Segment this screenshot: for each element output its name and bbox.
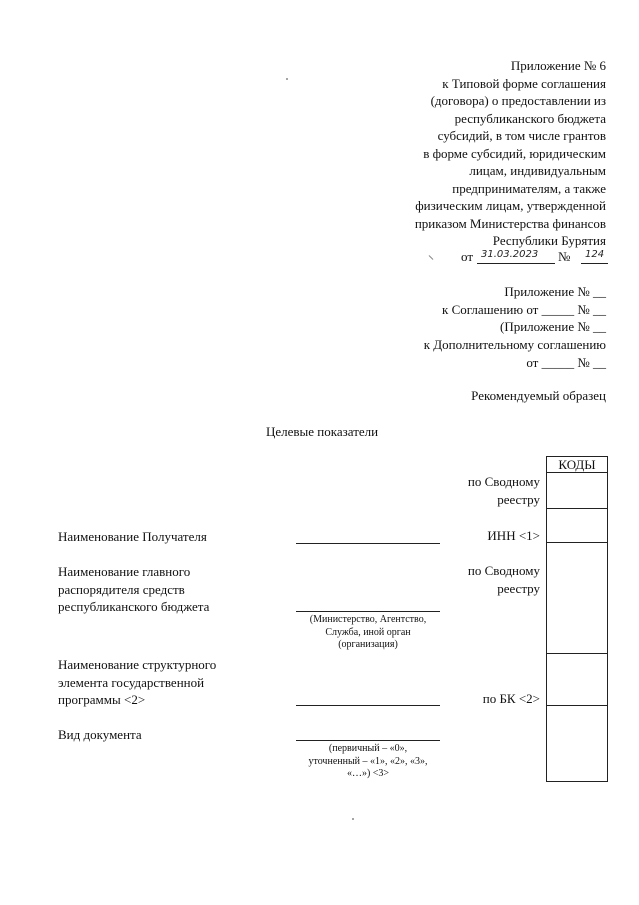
code-label-line: по Сводному bbox=[467, 563, 540, 578]
manager-hint-line: (организация) bbox=[338, 639, 398, 650]
scan-speck bbox=[352, 818, 354, 820]
code-label-line: реестру bbox=[497, 491, 540, 507]
manager-label bbox=[58, 563, 209, 616]
appendix-line: Приложение № 6 bbox=[510, 58, 606, 73]
appendix-line: приказом Министерства финансов bbox=[414, 215, 606, 231]
document-title: Целевые показатели bbox=[266, 424, 379, 439]
manager-label-line: распорядителя средств bbox=[58, 581, 185, 597]
element-line bbox=[296, 705, 440, 706]
code-label-line: по Сводному bbox=[467, 474, 540, 489]
agreement-line: к Дополнительному соглашению bbox=[423, 337, 606, 353]
recipient-line bbox=[296, 543, 440, 544]
code-label-registry-1 bbox=[468, 473, 540, 508]
agreement-appendix bbox=[424, 283, 606, 372]
order-date-prefix: от bbox=[461, 249, 474, 264]
codes-divider bbox=[547, 653, 607, 654]
recipient-label: Наименование Получателя bbox=[58, 529, 207, 544]
appendix-line: (договора) о предоставлении из bbox=[430, 93, 606, 108]
codes-divider bbox=[547, 705, 607, 706]
appendix-line: лицам, индивидуальным bbox=[469, 163, 606, 178]
code-label-bk: по БК <2> bbox=[482, 691, 540, 706]
manager-hint-line: (Министерство, Агентство, bbox=[309, 614, 427, 625]
appendix-line: субсидий, в том числе грантов bbox=[437, 128, 606, 143]
appendix-header bbox=[415, 57, 606, 250]
element-label-line: Наименование структурного bbox=[58, 657, 217, 672]
agreement-line: к Соглашению от _____ № __ bbox=[442, 301, 606, 317]
codes-divider bbox=[547, 508, 607, 509]
doc-type-hint bbox=[288, 743, 448, 781]
date-underline bbox=[477, 263, 555, 264]
doc-type-label: Вид документа bbox=[58, 727, 142, 742]
order-number-handwritten: 124 bbox=[585, 249, 605, 260]
appendix-line: физическим лицам, утвержденной bbox=[415, 198, 606, 213]
doc-type-hint-line: (первичный – «0», bbox=[328, 743, 408, 754]
codes-column bbox=[546, 456, 608, 782]
order-date-handwritten: 31.03.2023 bbox=[481, 249, 539, 260]
agreement-line: от _____ № __ bbox=[526, 354, 606, 370]
code-label-inn: ИНН <1> bbox=[487, 528, 540, 543]
code-label-line: реестру bbox=[497, 580, 540, 596]
agreement-line: (Приложение № __ bbox=[499, 319, 606, 335]
codes-divider bbox=[547, 542, 607, 543]
element-label bbox=[58, 656, 216, 709]
stray-mark bbox=[429, 255, 434, 260]
order-number-label: № bbox=[558, 249, 571, 264]
recommended-sample: Рекомендуемый образец bbox=[471, 388, 606, 403]
appendix-line: к Типовой форме соглашения bbox=[442, 75, 606, 91]
agreement-line: Приложение № __ bbox=[504, 284, 606, 299]
doc-type-line bbox=[296, 740, 440, 741]
scan-speck bbox=[286, 78, 288, 80]
appendix-line: Республики Бурятия bbox=[492, 233, 606, 248]
manager-label-line: Наименование главного bbox=[58, 564, 191, 579]
codes-divider bbox=[547, 472, 607, 473]
manager-hint bbox=[296, 614, 440, 652]
doc-type-hint-line: «…») <3> bbox=[346, 768, 390, 779]
appendix-line: в форме субсидий, юридическим bbox=[423, 145, 606, 161]
element-label-line: элемента государственной bbox=[58, 674, 205, 690]
appendix-line: предпринимателям, а также bbox=[452, 180, 606, 196]
manager-label-line: республиканского бюджета bbox=[58, 599, 210, 614]
manager-line bbox=[296, 611, 440, 612]
manager-hint-line: Служба, иной орган bbox=[325, 626, 411, 638]
number-underline bbox=[581, 263, 608, 264]
codes-header: КОДЫ bbox=[558, 457, 596, 472]
element-label-line: программы <2> bbox=[58, 692, 146, 707]
appendix-line: республиканского бюджета bbox=[454, 110, 606, 126]
code-label-registry-2 bbox=[468, 562, 540, 597]
doc-type-hint-line: уточненный – «1», «2», «3», bbox=[308, 755, 428, 767]
